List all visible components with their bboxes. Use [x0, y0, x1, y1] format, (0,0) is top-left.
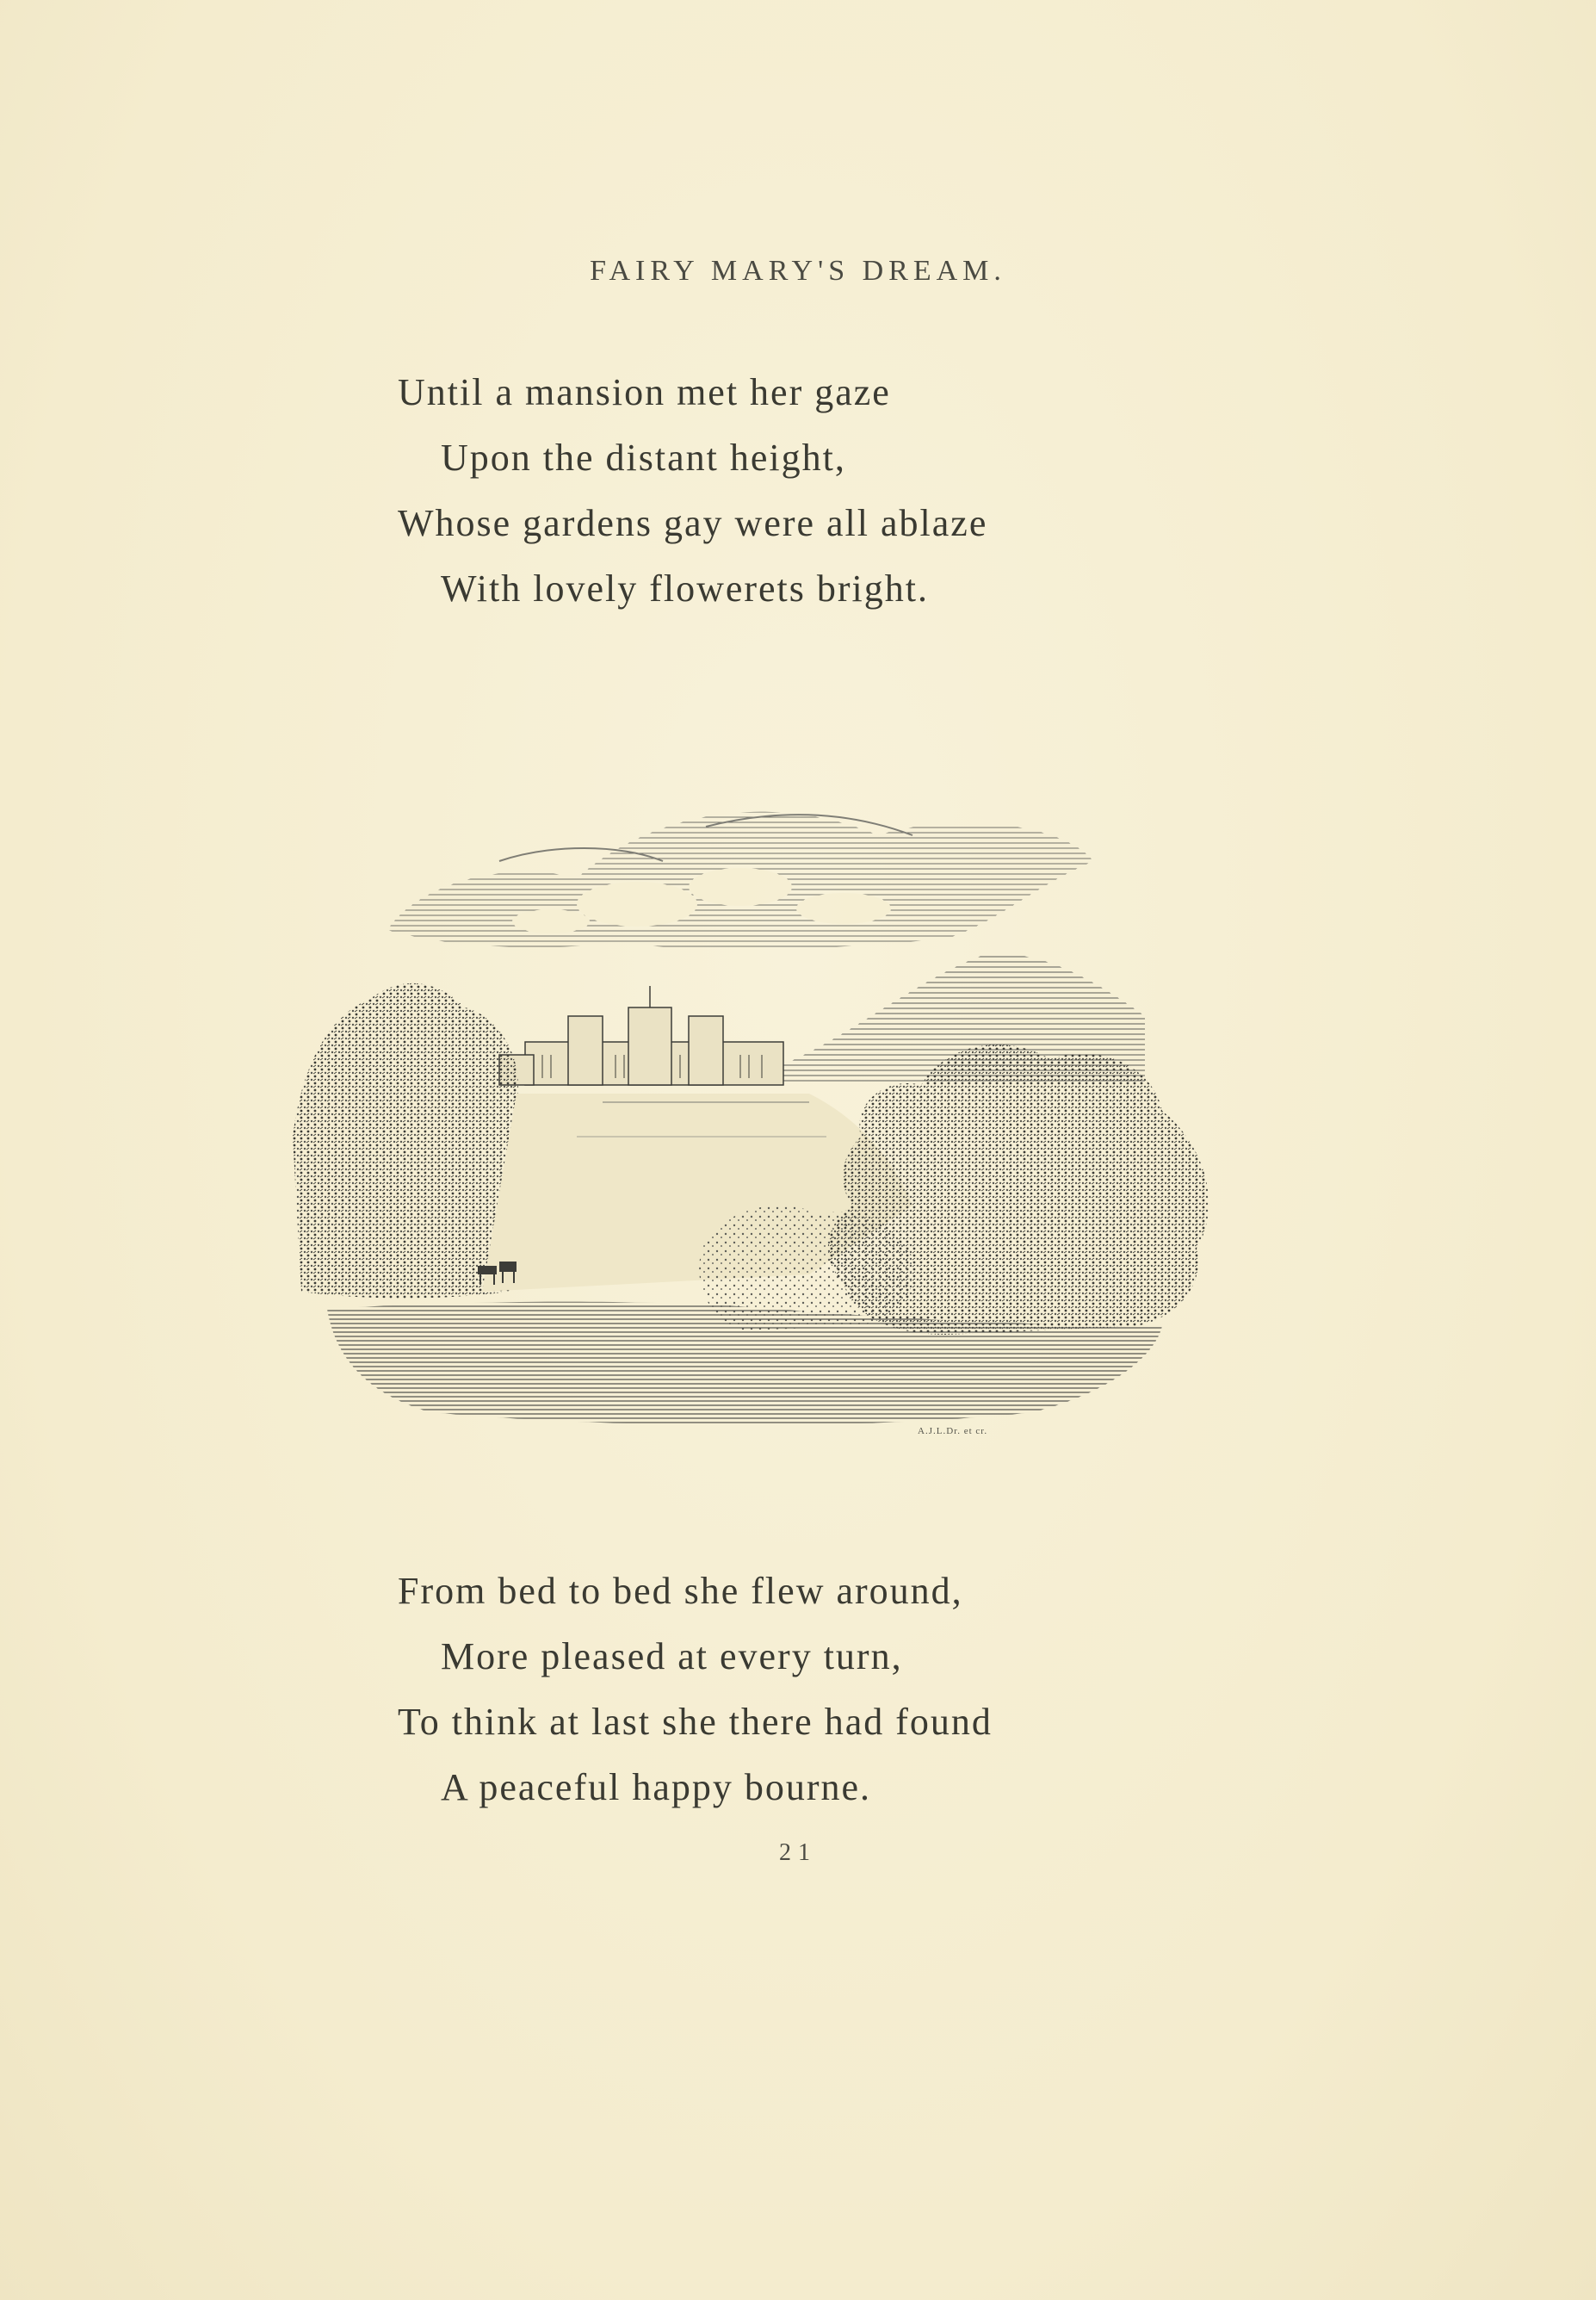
stanza-1-line-3: Whose gardens gay were all ablaze: [398, 502, 988, 544]
stanza-2-line-3: To think at last she there had found: [398, 1701, 993, 1743]
stanza-2-line-4: A peaceful happy bourne.: [441, 1766, 872, 1808]
stanza-1-line-2: Upon the distant height,: [441, 437, 846, 479]
stanza-2-line-1: From bed to bed she flew around,: [398, 1570, 963, 1612]
engraver-signature: A.J.L.Dr. et cr.: [918, 1426, 988, 1436]
mansion: [499, 986, 783, 1085]
page-number: 21: [779, 1839, 817, 1866]
stanza-2-line-2: More pleased at every turn,: [441, 1635, 903, 1677]
stanza-1-line-4: With lovely flowerets bright.: [441, 567, 930, 610]
landscape-engraving: [293, 758, 1257, 1438]
stanza-1-line-1: Until a mansion met her gaze: [398, 371, 891, 413]
running-head: FAIRY MARY'S DREAM.: [590, 255, 1006, 287]
sky-clouds: [387, 812, 1093, 950]
